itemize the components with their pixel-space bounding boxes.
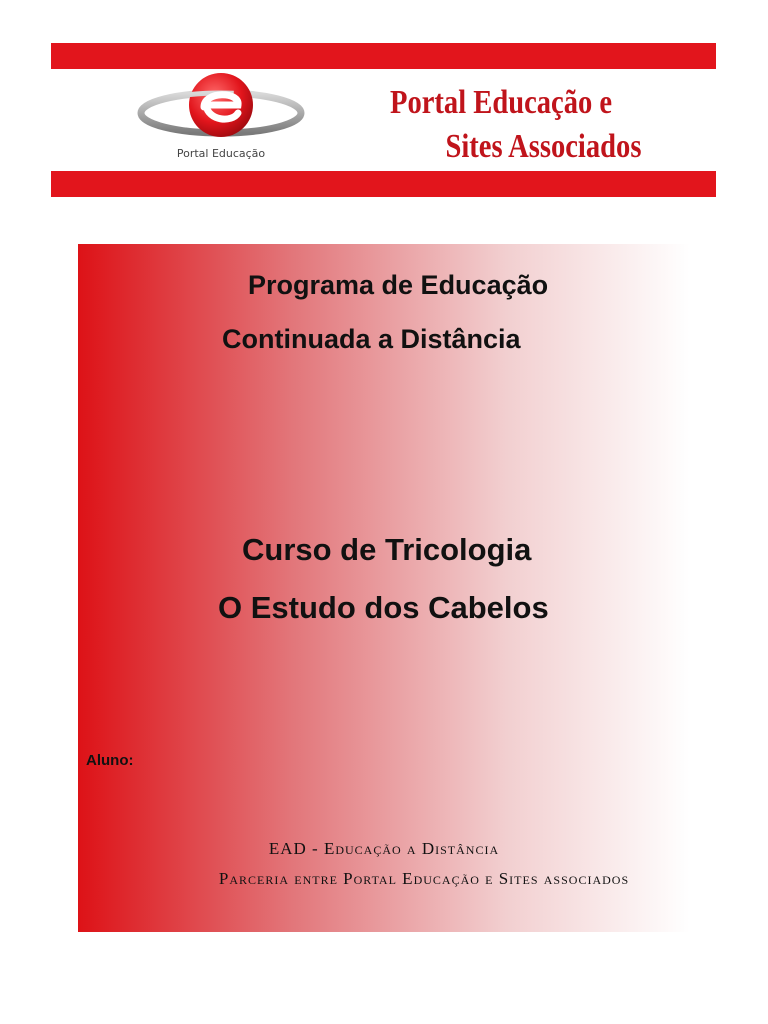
portal-educacao-logo-icon [128,69,314,171]
header-title-line2: Sites Associados [445,128,642,165]
student-label: Aluno: [86,752,134,769]
course-title [78,521,690,637]
header-title-line1: Portal Educação e [390,84,613,121]
logo-caption: Portal Educação [176,147,266,160]
program-title-line2: Continuada a Distância [222,324,521,354]
footer-text [78,834,690,894]
footer-line1: EAD - Educação a Distância [268,839,500,858]
cover-panel [78,244,690,932]
course-title-line2: O Estudo dos Cabelos [218,590,549,625]
header-bottom-bar [51,171,716,197]
header-top-bar [51,43,716,69]
program-title [78,258,690,366]
footer-line2: Parceria entre Portal Educação e Sites associados [218,869,630,888]
header-title [390,81,659,169]
header-banner [51,43,716,197]
course-title-line1: Curso de Tricologia [242,532,532,567]
program-title-line1: Programa de Educação [248,270,549,300]
